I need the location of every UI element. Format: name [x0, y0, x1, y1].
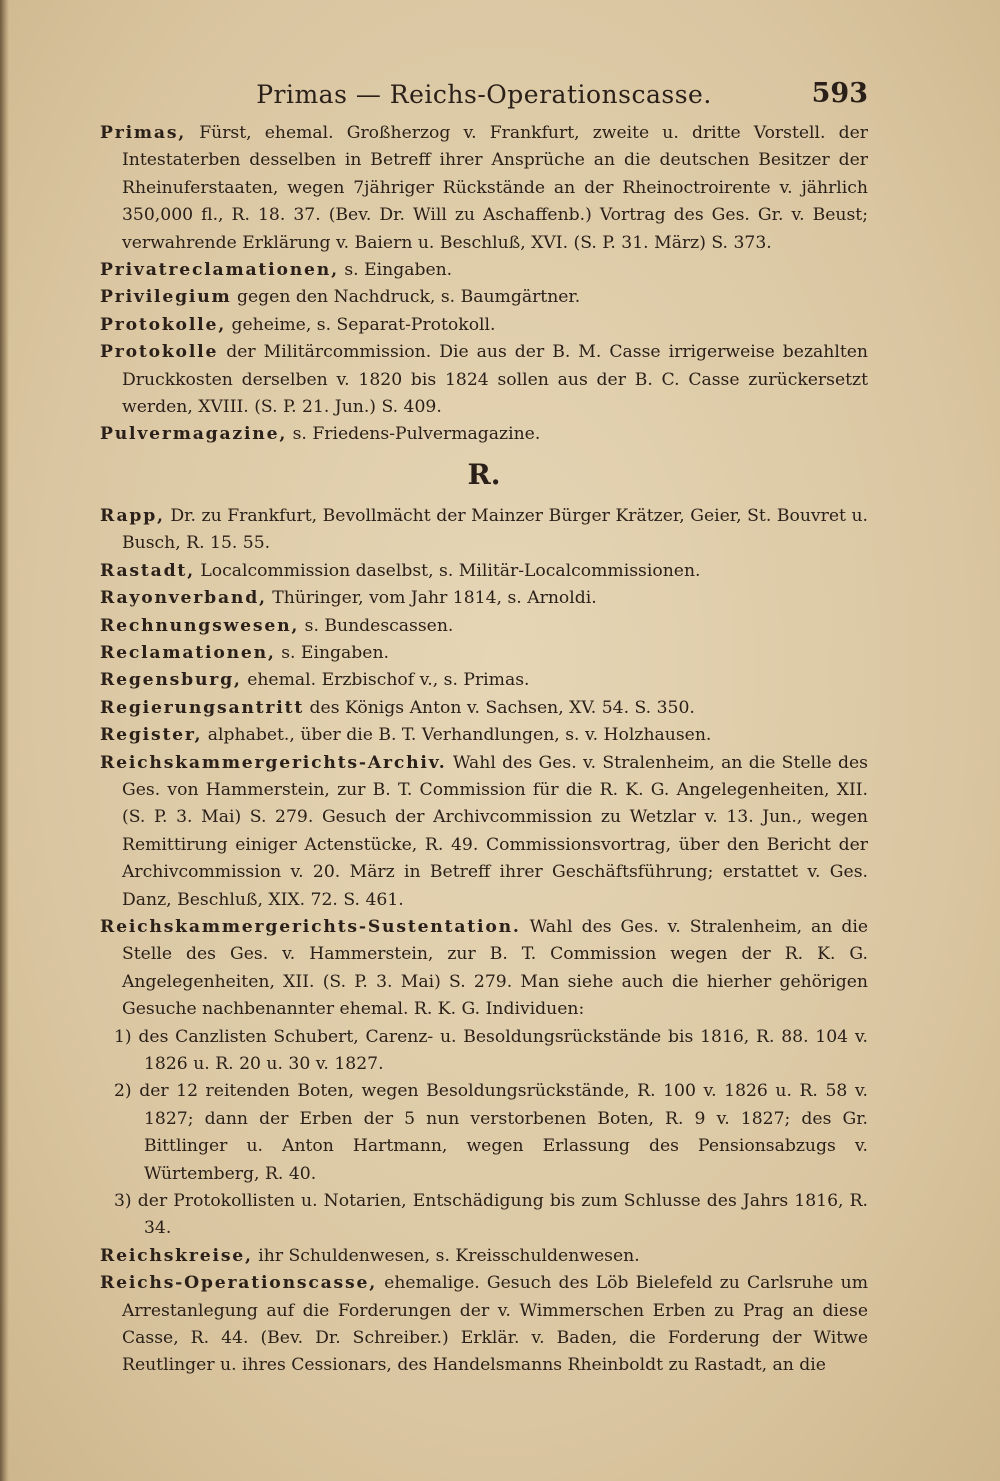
entry-lemma: Pulvermagazine, [100, 424, 288, 445]
entry-lemma: Rapp, [100, 505, 165, 526]
index-entry [100, 503, 868, 558]
index-entry [100, 750, 868, 914]
index-entry [100, 640, 868, 667]
entry-lemma: Protokolle, [100, 314, 226, 335]
entry-text: s. Bundescassen. [304, 615, 454, 636]
index-entry [100, 722, 868, 749]
entry-text: ehemalige. Gesuch des Löb Bielefeld zu Carlsruhe um Arrestanlegung auf die Forderungen der v. Wimmerschen Erben zu Prag an diese Casse, R. 44. (Bev. Dr. Schreiber.) Erklär. v. Baden, die Forderung der Witwe Reutlinger u. ihres Cessionars, des Handelsmanns Rheinboldt zu Rastadt, an die [122, 1273, 868, 1376]
entry-lemma: Reichs-Operationscasse, [100, 1273, 378, 1294]
index-entry [100, 120, 868, 257]
entry-text: Wahl des Ges. v. Stralenheim, an die Stelle des Ges. v. Hammerstein, zur B. T. Commission wegen der R. K. G. Angelegenheiten, XII. (S. P. 3. Mai) S. 279. Man siehe auch die hierher gehörigen Gesuche nachbenannter ehemal. R. K. G. Individuen: [122, 916, 868, 1020]
entry-lemma: Rayonverband, [100, 588, 267, 609]
entry-text: s. Friedens-Pulvermagazine. [292, 424, 541, 445]
sub-item [100, 1188, 868, 1243]
entry-lemma: Protokolle [100, 342, 219, 363]
index-entry [100, 339, 868, 421]
entry-text: s. Eingaben. [281, 642, 390, 663]
entry-text: alphabet., über die B. T. Verhandlungen, s. v. Holzhausen. [207, 725, 712, 746]
header-title: Primas — Reichs-Operationscasse. [256, 80, 712, 109]
index-entry [100, 421, 868, 448]
entry-text: Wahl des Ges. v. Stralenheim, an die Stelle des Ges. von Hammerstein, zur B. T. Commission für die R. K. G. Angelegenheiten, XII. (S. P. 3. Mai) S. 279. Gesuch der Archivcommission zu Wetzlar v. 13. Jun., wegen Remittirung einiger Actenstücke, R. 49. Commissionsvortrag, über den Bericht der Archivcommission v. 20. März in Betreff ihrer Geschäftsführung; erstattet v. Ges. Danz, Beschluß, XIX. 72. S. 461. [122, 752, 868, 910]
entry-text: Thüringer, vom Jahr 1814, s. Arnoldi. [272, 588, 597, 609]
entry-lemma: Reichskreise, [100, 1245, 253, 1266]
index-entry [100, 585, 868, 612]
entry-lemma: Privatreclamationen, [100, 260, 339, 281]
index-entry [100, 1270, 868, 1380]
entry-lemma: Reichskammergerichts-Archiv. [100, 752, 447, 773]
index-entry [100, 1243, 868, 1270]
entry-text: des Königs Anton v. Sachsen, XV. 54. S. 350. [309, 697, 695, 718]
entry-lemma: Reclamationen, [100, 642, 276, 663]
entry-text: gegen den Nachdruck, s. Baumgärtner. [237, 287, 581, 308]
page-binding-edge [0, 0, 9, 1481]
sub-item-number: 1) [114, 1026, 132, 1047]
entry-text: ihr Schuldenwesen, s. Kreisschuldenwesen. [258, 1245, 640, 1266]
sub-item [100, 1024, 868, 1079]
running-header [100, 78, 868, 114]
page-number: 593 [811, 78, 868, 109]
sub-item-text: der 12 reitenden Boten, wegen Besoldungsrückstände, R. 100 v. 1826 u. R. 58 v. 1827; dann der Erben der 5 nun verstorbenen Boten, R. 9 v. 1827; des Gr. Bittlinger u. Anton Hartmann, wegen Erlassung des Pensionsabzugs v. Würtemberg, R. 40. [139, 1081, 868, 1184]
entry-lemma: Register, [100, 725, 203, 746]
entry-lemma: Regensburg, [100, 670, 242, 691]
entry-text: ehemal. Erzbischof v., s. Primas. [247, 670, 530, 691]
index-entry [100, 257, 868, 284]
index-entry [100, 558, 868, 585]
entry-text: Dr. zu Frankfurt, Bevollmächt der Mainzer Bürger Krätzer, Geier, St. Bouvret u. Busch, R. 15. 55. [122, 505, 868, 554]
entry-text: der Militärcommission. Die aus der B. M. Casse irrigerweise bezahlten Druckkosten derselben v. 1820 bis 1824 sollen aus der B. C. Casse zurückersetzt werden, XVIII. (S. P. 21. Jun.) S. 409. [122, 342, 868, 418]
index-entry [100, 914, 868, 1024]
sub-item-text: des Canzlisten Schubert, Carenz- u. Besoldungsrückstände bis 1816, R. 88. 104 v. 1826 u. R. 20 u. 30 v. 1827. [138, 1026, 868, 1074]
entry-lemma: Regierungsantritt [100, 697, 305, 718]
index-entry [100, 667, 868, 694]
index-entry [100, 312, 868, 339]
index-entry [100, 695, 868, 722]
section-letter-heading: R. [467, 457, 501, 491]
entry-lemma: Rastadt, [100, 560, 195, 581]
index-entry [100, 284, 868, 311]
sub-item [100, 1078, 868, 1188]
entry-lemma: Privilegium [100, 287, 232, 308]
entry-text: Fürst, ehemal. Großherzog v. Frankfurt, zweite u. dritte Vorstell. der Intestaterben desselben in Betreff ihrer Ansprüche an die deutschen Besitzer der Rheinuferstaaten, wegen 7jähriger Rückstände an der Rheinoctroirente v. jährlich 350,000 fl., R. 18. 37. (Bev. Dr. Will zu Aschaffenb.) Vortrag des Ges. Gr. v. Beust; verwahrende Erklärung v. Baiern u. Beschluß, XVI. (S. P. 31. März) S. 373. [122, 123, 868, 253]
entry-text: geheime, s. Separat-Protokoll. [231, 314, 496, 335]
sub-item-text: der Protokollisten u. Notarien, Entschädigung bis zum Schlusse des Jahrs 1816, R. 34. [137, 1191, 868, 1239]
index-content [100, 120, 868, 1380]
entry-lemma: Primas, [100, 123, 187, 143]
entry-text: s. Eingaben. [344, 260, 453, 281]
index-entry [100, 613, 868, 640]
entry-lemma: Rechnungswesen, [100, 615, 300, 636]
sub-item-number: 3) [114, 1191, 132, 1212]
sub-item-number: 2) [114, 1081, 132, 1102]
entry-lemma: Reichskammergerichts-Sustentation. [100, 916, 521, 937]
entry-text: Localcommission daselbst, s. Militär-Localcommissionen. [200, 560, 701, 581]
